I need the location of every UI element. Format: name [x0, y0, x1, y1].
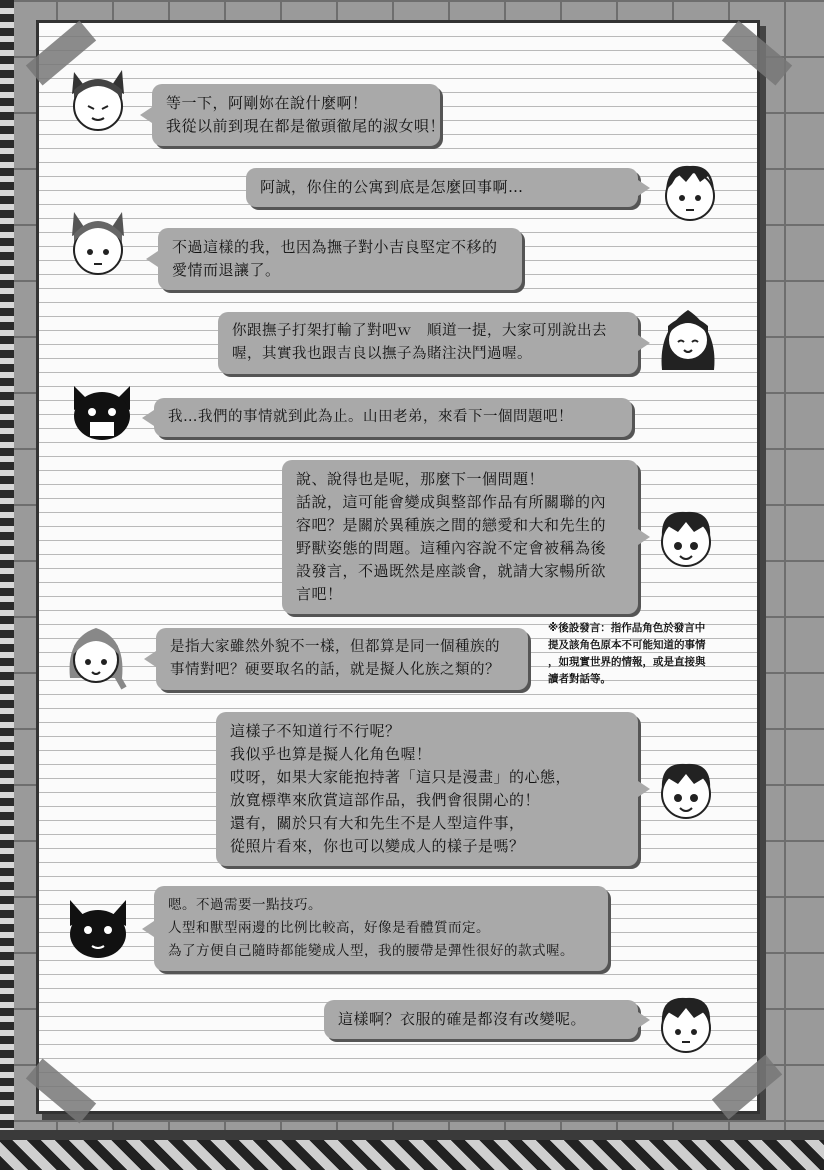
fox-girl-avatar	[62, 64, 134, 136]
bubble-line: 我從以前到現在都是徹頭徹尾的淑女唄！	[166, 117, 446, 135]
bubble-line: 嗯。不過需要一點技巧。	[168, 897, 322, 913]
bottom-border-stripe	[0, 1140, 824, 1170]
bubble-line: 為了方便自己隨時都能變成人型，我的腰帶是彈性很好的款式喔。	[168, 943, 574, 959]
speech-bubble-10	[324, 1000, 638, 1039]
speech-bubble-7	[156, 628, 528, 690]
bubble-line: 容吧？是關於異種族之間的戀愛和大和先生的	[296, 516, 607, 534]
bubble-line: 設發言，不過既然是座談會，就請大家暢所欲	[296, 562, 607, 580]
bubble-line: 你跟撫子打架打輸了對吧ｗ 順道一提，大家可別說出去	[232, 323, 607, 339]
speech-bubble-3	[158, 228, 522, 290]
bubble-line: 從照片看來，你也可以變成人的樣子是嗎？	[230, 837, 525, 855]
left-border-stripe	[0, 0, 14, 1130]
braid-girl-avatar	[60, 618, 132, 690]
bubble-line: 事情對吧？硬要取名的話，就是擬人化族之類的？	[170, 662, 500, 678]
bubble-line: 這樣子不知道行不行呢？	[230, 722, 401, 740]
black-wolf-avatar	[62, 892, 134, 964]
fox-girl-avatar-2	[62, 206, 134, 278]
yamada-avatar	[650, 500, 722, 572]
bubble-line: 人型和獸型兩邊的比例比較高，好像是看體質而定。	[168, 920, 490, 936]
footnote-meta-statement	[548, 620, 768, 688]
bottom-border-bar	[0, 1130, 824, 1140]
note-line: 讀者對話等。	[548, 673, 611, 685]
speech-bubble-8	[216, 712, 638, 866]
speech-bubble-2	[246, 168, 638, 207]
yamada-avatar-2	[650, 752, 722, 824]
speech-bubble-9	[154, 886, 608, 971]
note-line: ，如現實世界的情報，或是直接與	[548, 656, 706, 668]
bubble-line: 是指大家雖然外貌不一樣，但都算是同一個種族的	[170, 639, 500, 655]
bubble-line: 話說，這可能會變成與整部作品有所關聯的內	[296, 493, 607, 511]
bubble-line: 還有，關於只有大和先生不是人型這件事，	[230, 814, 525, 832]
speech-bubble-6	[282, 460, 638, 614]
bubble-line: 愛情而退讓了。	[172, 261, 281, 279]
bubble-line: 這樣啊？衣服的確是都沒有改變呢。	[338, 1010, 587, 1028]
bubble-line: 我…我們的事情就到此為止。山田老弟，來看下一個問題吧！	[168, 409, 573, 425]
bubble-line: 說、說得也是呢，那麼下一個問題！	[296, 470, 545, 488]
bubble-line: 言吧！	[296, 585, 343, 603]
bubble-line: 野獸姿態的問題。這種內容說不定會被稱為後	[296, 539, 607, 557]
note-line: 提及該角色原本不可能知道的事情	[548, 639, 706, 651]
bubble-line: 哎呀，如果大家能抱持著「這只是漫畫」的心態，	[230, 768, 572, 786]
bubble-line: 等一下，阿剛妳在說什麼啊！	[166, 94, 368, 112]
long-hair-girl-avatar	[652, 300, 724, 372]
speech-bubble-4	[218, 312, 638, 374]
yamada-avatar-3	[650, 986, 722, 1058]
bubble-line: 不過這樣的我，也因為撫子對小吉良堅定不移的	[172, 238, 498, 256]
bubble-line: 我似乎也算是擬人化角色喔！	[230, 745, 432, 763]
speech-bubble-5	[154, 398, 632, 437]
note-line: ※後設發言：指作品角色於發言中	[548, 622, 706, 634]
bubble-line: 放寬標準來欣賞這部作品，我們會很開心的！	[230, 791, 541, 809]
boy-avatar-sweat	[654, 154, 726, 226]
black-cat-avatar	[66, 376, 138, 448]
bubble-line: 阿誠，你住的公寓到底是怎麼回事啊…	[260, 178, 524, 196]
bubble-line: 喔，其實我也跟吉良以撫子為賭注決鬥過喔。	[232, 346, 532, 362]
speech-bubble-1	[152, 84, 446, 146]
